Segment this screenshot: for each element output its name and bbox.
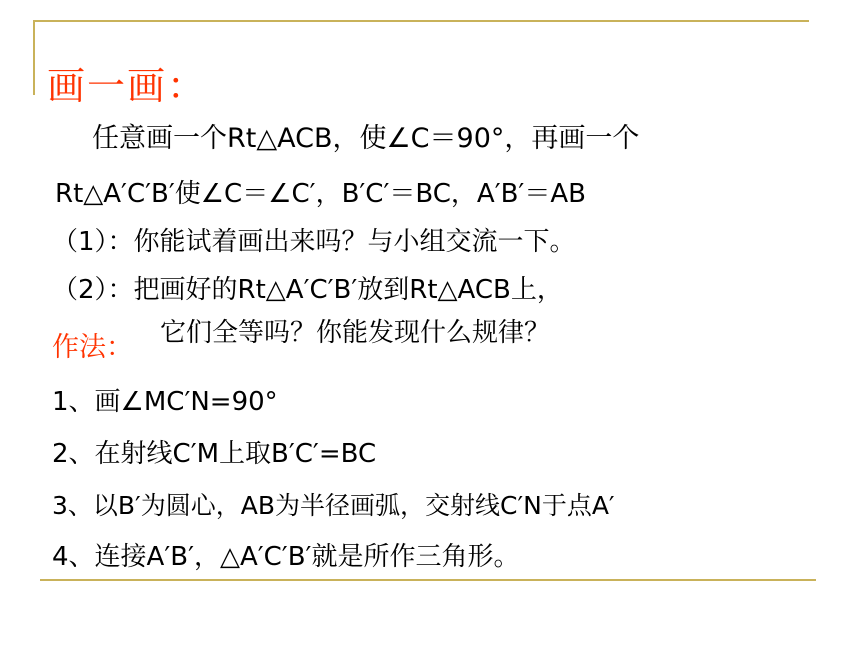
step-1: 1、画∠MC′N=90° (52, 387, 278, 417)
step-3: 3、以B′为圆心，AB为半径画弧，交射线C′N于点A′ (52, 491, 615, 520)
frame-bottom-line (40, 579, 816, 581)
step-2: 2、在射线C′M上取B′C′=BC (52, 439, 377, 469)
slide-title: 画一画： (47, 64, 208, 108)
intro-line-1: 任意画一个Rt△ACB，使∠C＝90°，再画一个 (92, 123, 640, 154)
question-2-cont: 它们全等吗？你能发现什么规律？ (160, 318, 551, 348)
question-2: （2）：把画好的Rt△A′C′B′放到Rt△ACB上， (52, 275, 563, 305)
method-label: 作法： (52, 332, 133, 363)
intro-line-2: Rt△A′C′B′使∠C＝∠C′，B′C′＝BC，A′B′＝AB (55, 179, 586, 209)
frame-left-line (33, 20, 35, 95)
question-1: （1）：你能试着画出来吗？与小组交流一下。 (52, 227, 576, 257)
step-4: 4、连接A′B′，△A′C′B′就是所作三角形。 (52, 542, 520, 572)
frame-top-line (33, 20, 809, 22)
